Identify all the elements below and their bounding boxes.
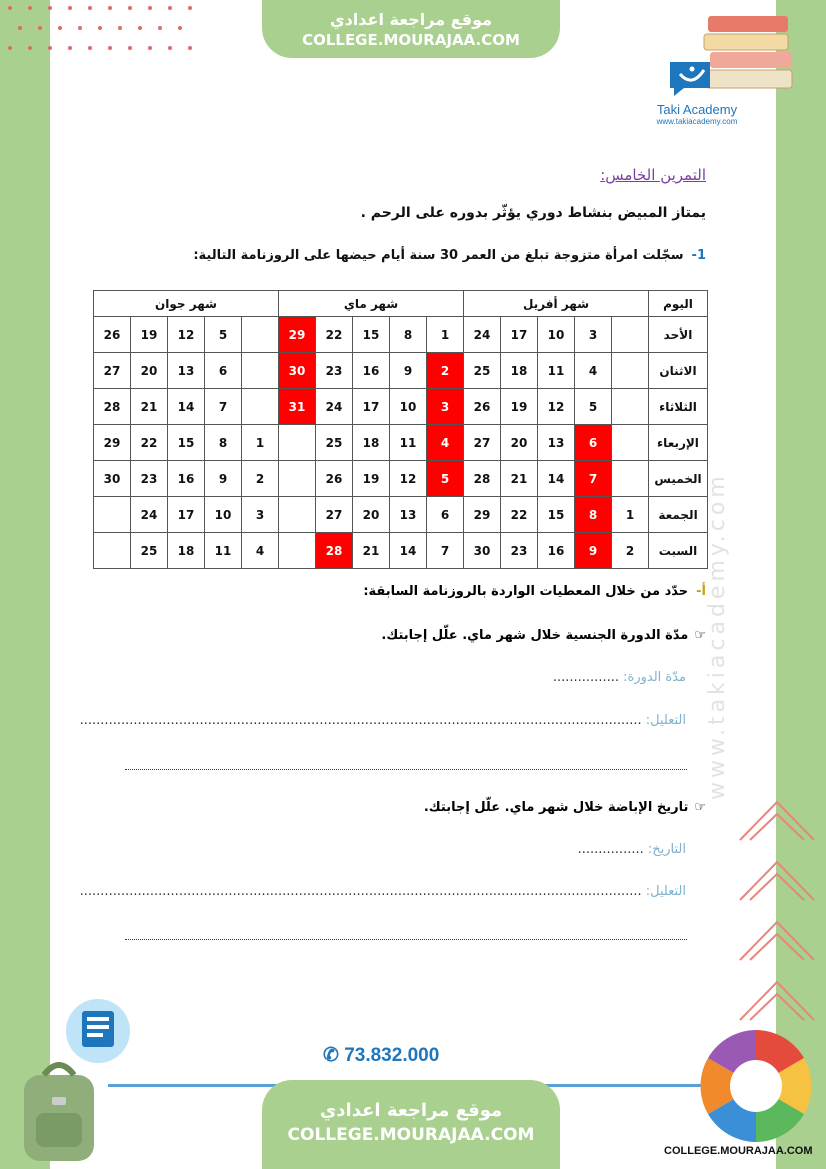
calendar-cell: 8 bbox=[575, 497, 612, 533]
calendar-cell: 13 bbox=[168, 353, 205, 389]
calendar-cell: 13 bbox=[390, 497, 427, 533]
calendar-cell: 18 bbox=[501, 353, 538, 389]
pointing-hand-icon: ☞ bbox=[694, 800, 706, 815]
calendar-cell: 24 bbox=[316, 389, 353, 425]
header-site-url[interactable]: COLLEGE.MOURAJAA.COM bbox=[302, 31, 520, 49]
calendar-cell: 20 bbox=[353, 497, 390, 533]
footer-site-url[interactable]: COLLEGE.MOURAJAA.COM bbox=[287, 1125, 535, 1145]
question-ovulation-date-text: تاريخ الإباضة خلال شهر ماي. علّل إجابتك. bbox=[423, 800, 689, 815]
calendar-cell: 4 bbox=[427, 425, 464, 461]
question-1-text: سجّلت امرأة متزوجة تبلغ من العمر 30 سنة أيام حيضها على الروزنامة التالية: bbox=[193, 248, 684, 263]
calendar-cell: 25 bbox=[131, 533, 168, 569]
calendar-cell: 11 bbox=[390, 425, 427, 461]
calendar-cell: 29 bbox=[94, 425, 131, 461]
calendar-cell: 26 bbox=[464, 389, 501, 425]
calendar-cell: 2 bbox=[427, 353, 464, 389]
calendar-cell: 31 bbox=[279, 389, 316, 425]
header-april: شهر أفريل bbox=[464, 291, 649, 317]
calendar-cell: 12 bbox=[390, 461, 427, 497]
calendar-cell bbox=[279, 425, 316, 461]
calendar-cell: 23 bbox=[131, 461, 168, 497]
calendar-cell: 4 bbox=[242, 533, 279, 569]
calendar-day-label: السبت bbox=[649, 533, 708, 569]
calendar-cell: 12 bbox=[538, 389, 575, 425]
calendar-cell: 10 bbox=[205, 497, 242, 533]
calendar-cell: 10 bbox=[390, 389, 427, 425]
school-backpack-icon bbox=[14, 1055, 104, 1165]
calendar-cell: 24 bbox=[464, 317, 501, 353]
calendar-cell bbox=[279, 461, 316, 497]
calendar-cell bbox=[242, 389, 279, 425]
calendar-day-label: الثلاثاء bbox=[649, 389, 708, 425]
calendar-cell: 11 bbox=[538, 353, 575, 389]
calendar-cell: 30 bbox=[464, 533, 501, 569]
header-site-name: موقع مراجعة اعدادي bbox=[329, 10, 493, 29]
calendar-cell: 26 bbox=[94, 317, 131, 353]
phone-icon: ✆ bbox=[323, 1045, 339, 1066]
calendar-cell: 28 bbox=[94, 389, 131, 425]
question-1-number: 1- bbox=[691, 248, 706, 263]
calendar-row bbox=[94, 389, 708, 425]
calendar-cell: 24 bbox=[131, 497, 168, 533]
part-a-instruction bbox=[363, 584, 706, 599]
calendar-row bbox=[94, 533, 708, 569]
calendar-cell: 7 bbox=[575, 461, 612, 497]
calendar-cell bbox=[279, 497, 316, 533]
calendar-cell: 27 bbox=[316, 497, 353, 533]
calendar-cell: 19 bbox=[501, 389, 538, 425]
calendar-cell: 6 bbox=[427, 497, 464, 533]
question-1 bbox=[193, 248, 706, 263]
calendar-day-label: الجمعة bbox=[649, 497, 708, 533]
calendar-cell: 25 bbox=[316, 425, 353, 461]
calendar-cell bbox=[279, 533, 316, 569]
calendar-cell: 5 bbox=[427, 461, 464, 497]
calendar-cell: 26 bbox=[316, 461, 353, 497]
calendar-cell: 11 bbox=[205, 533, 242, 569]
footer-site-name: موقع مراجعة اعدادي bbox=[319, 1100, 503, 1121]
part-a-text: حدّد من خلال المعطيات الواردة بالروزنامة السابقة: bbox=[363, 584, 689, 599]
calendar-cell: 28 bbox=[316, 533, 353, 569]
cycle-duration-blank[interactable]: ................ bbox=[552, 670, 619, 685]
calendar-cell: 1 bbox=[427, 317, 464, 353]
calendar-cell: 1 bbox=[242, 425, 279, 461]
reason-2-label: التعليل: bbox=[645, 884, 686, 899]
calendar-cell: 8 bbox=[390, 317, 427, 353]
calendar-cell: 19 bbox=[353, 461, 390, 497]
subjects-wheel-logo bbox=[694, 1024, 818, 1148]
calendar-cell: 27 bbox=[464, 425, 501, 461]
calendar-cell bbox=[612, 461, 649, 497]
calendar-cell: 3 bbox=[427, 389, 464, 425]
menstrual-calendar-table bbox=[93, 290, 708, 569]
phone-number[interactable] bbox=[323, 1044, 439, 1067]
calendar-cell: 9 bbox=[575, 533, 612, 569]
ovulation-date-label: التاريخ: bbox=[647, 842, 686, 857]
calendar-row bbox=[94, 353, 708, 389]
question-cycle-duration bbox=[381, 628, 706, 643]
calendar-cell: 17 bbox=[353, 389, 390, 425]
calendar-day-label: الخميس bbox=[649, 461, 708, 497]
calendar-cell: 8 bbox=[205, 425, 242, 461]
calendar-cell: 14 bbox=[390, 533, 427, 569]
reason-1-extra-line[interactable] bbox=[125, 768, 687, 770]
calendar-cell: 4 bbox=[575, 353, 612, 389]
calendar-row bbox=[94, 317, 708, 353]
question-cycle-duration-text: مدّة الدورة الجنسية خلال شهر ماي. علّل إجابتك. bbox=[381, 628, 689, 643]
decorative-dots bbox=[0, 0, 200, 60]
reason-2-extra-line[interactable] bbox=[125, 938, 687, 940]
calendar-cell: 5 bbox=[575, 389, 612, 425]
calendar-cell: 1 bbox=[612, 497, 649, 533]
site-header-banner[interactable] bbox=[262, 0, 560, 58]
question-ovulation-date bbox=[424, 800, 706, 815]
header-may: شهر ماي bbox=[279, 291, 464, 317]
header-day: اليوم bbox=[649, 291, 708, 317]
decorative-chevrons bbox=[732, 790, 822, 1050]
calendar-cell: 18 bbox=[168, 533, 205, 569]
calendar-cell: 30 bbox=[279, 353, 316, 389]
calendar-cell: 7 bbox=[427, 533, 464, 569]
taki-academy-logo bbox=[652, 58, 742, 142]
calendar-day-label: الأحد bbox=[649, 317, 708, 353]
calendar-row bbox=[94, 461, 708, 497]
calendar-row bbox=[94, 425, 708, 461]
exercise-intro: يمتاز المبيض بنشاط دوري يؤثّر بدوره على الرحم . bbox=[360, 205, 706, 221]
calendar-cell: 21 bbox=[131, 389, 168, 425]
calendar-row bbox=[94, 497, 708, 533]
calendar-cell bbox=[612, 389, 649, 425]
calendar-cell: 23 bbox=[501, 533, 538, 569]
calendar-cell: 22 bbox=[501, 497, 538, 533]
header-june: شهر جوان bbox=[94, 291, 279, 317]
calendar-cell: 29 bbox=[279, 317, 316, 353]
calendar-cell: 22 bbox=[131, 425, 168, 461]
calendar-cell: 3 bbox=[242, 497, 279, 533]
calendar-cell bbox=[242, 317, 279, 353]
calendar-cell: 17 bbox=[168, 497, 205, 533]
calendar-cell: 13 bbox=[538, 425, 575, 461]
calendar-cell: 15 bbox=[168, 425, 205, 461]
calendar-cell: 2 bbox=[242, 461, 279, 497]
calendar-cell: 29 bbox=[464, 497, 501, 533]
calendar-cell: 21 bbox=[501, 461, 538, 497]
part-a-letter: أ- bbox=[696, 584, 706, 599]
answer-reason-1[interactable] bbox=[80, 713, 686, 728]
taki-logo-mark bbox=[666, 58, 726, 98]
calendar-cell: 16 bbox=[353, 353, 390, 389]
calendar-cell: 3 bbox=[575, 317, 612, 353]
calendar-cell: 19 bbox=[131, 317, 168, 353]
reason-1-blank[interactable]: ........................................................................................................................................ bbox=[79, 713, 642, 728]
answer-reason-2[interactable] bbox=[80, 884, 686, 899]
ovulation-date-blank[interactable]: ................ bbox=[577, 842, 644, 857]
phone-number-text: 73.832.000 bbox=[344, 1045, 440, 1066]
answer-cycle-duration[interactable] bbox=[553, 670, 686, 685]
calendar-cell: 6 bbox=[205, 353, 242, 389]
calendar-cell bbox=[612, 425, 649, 461]
calendar-cell: 15 bbox=[353, 317, 390, 353]
logo-name: Taki Academy bbox=[656, 102, 738, 117]
calendar-cell: 17 bbox=[501, 317, 538, 353]
cycle-duration-label: مدّة الدورة: bbox=[623, 670, 686, 685]
calendar-cell: 20 bbox=[131, 353, 168, 389]
reason-2-blank[interactable]: ........................................................................................................................................ bbox=[79, 884, 642, 899]
calendar-cell: 2 bbox=[612, 533, 649, 569]
footer-small-url[interactable]: COLLEGE.MOURAJAA.COM bbox=[664, 1145, 813, 1157]
site-footer-banner[interactable] bbox=[262, 1080, 560, 1169]
reason-1-label: التعليل: bbox=[645, 713, 686, 728]
calendar-cell: 14 bbox=[168, 389, 205, 425]
calendar-cell: 12 bbox=[168, 317, 205, 353]
calendar-cell bbox=[94, 497, 131, 533]
calendar-cell: 22 bbox=[316, 317, 353, 353]
pointing-hand-icon: ☞ bbox=[694, 628, 706, 643]
calendar-cell: 28 bbox=[464, 461, 501, 497]
calendar-cell: 16 bbox=[538, 533, 575, 569]
calendar-cell: 9 bbox=[205, 461, 242, 497]
calendar-body bbox=[94, 317, 708, 569]
calendar-cell: 9 bbox=[390, 353, 427, 389]
calendar-cell: 7 bbox=[205, 389, 242, 425]
calendar-cell: 27 bbox=[94, 353, 131, 389]
watermark-label: www.takiacademy.com bbox=[705, 472, 730, 800]
calendar-cell: 23 bbox=[316, 353, 353, 389]
exercise-title: التمرين الخامس: bbox=[600, 166, 706, 184]
calendar-cell: 18 bbox=[353, 425, 390, 461]
calendar-cell: 21 bbox=[353, 533, 390, 569]
calendar-cell bbox=[612, 317, 649, 353]
calendar-day-label: الإربعاء bbox=[649, 425, 708, 461]
calendar-cell: 10 bbox=[538, 317, 575, 353]
calendar-cell: 14 bbox=[538, 461, 575, 497]
calendar-cell: 15 bbox=[538, 497, 575, 533]
calendar-cell: 20 bbox=[501, 425, 538, 461]
calendar-cell: 30 bbox=[94, 461, 131, 497]
calendar-cell bbox=[612, 353, 649, 389]
calendar-cell: 6 bbox=[575, 425, 612, 461]
calendar-cell bbox=[94, 533, 131, 569]
watermark-text bbox=[700, 390, 734, 800]
logo-url: www.takiacademy.com bbox=[656, 117, 738, 126]
calendar-cell: 25 bbox=[464, 353, 501, 389]
calendar-cell bbox=[242, 353, 279, 389]
calendar-cell: 5 bbox=[205, 317, 242, 353]
calendar-day-label: الاثنان bbox=[649, 353, 708, 389]
calendar-cell: 16 bbox=[168, 461, 205, 497]
answer-ovulation-date[interactable] bbox=[578, 842, 686, 857]
